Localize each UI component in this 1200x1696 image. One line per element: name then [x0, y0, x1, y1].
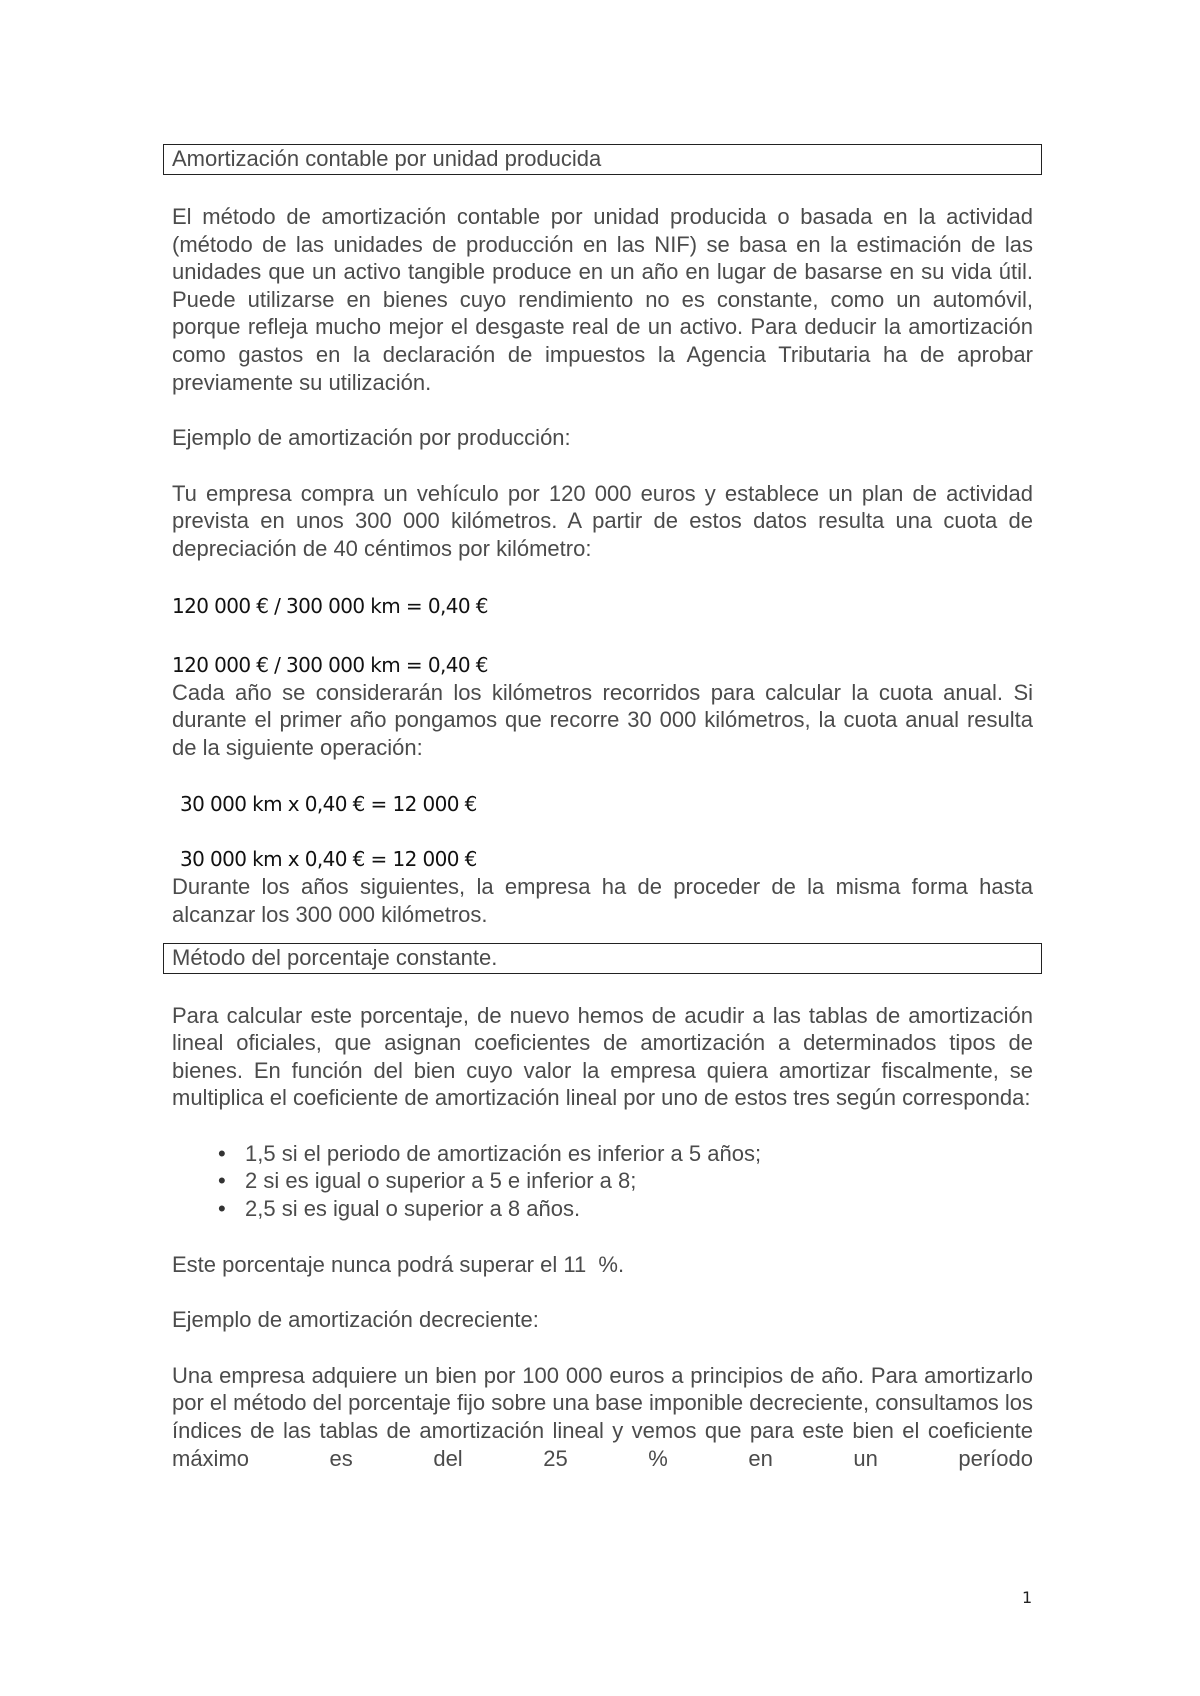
- section-heading-constant-percentage: Método del porcentaje constante.: [163, 943, 1042, 974]
- bullet-icon: •: [218, 1168, 226, 1194]
- list-item: • 2 si es igual o superior a 5 e inferior a 8;: [218, 1168, 637, 1194]
- percentage-limit-note: Este porcentaje nunca podrá superar el 11 %.: [172, 1251, 625, 1277]
- paragraph-units-method-description: El método de amortización contable por unidad producida o basada en la actividad (método de las unidades de producción en las NIF) se basa en la estimación de las unidades que un activo tangible produce en un año en lugar de basarse en su vida útil. Puede utilizarse en bienes cuyo rendimiento no es constante, como un automóvil, porque refleja mucho mejor el desgaste real de un activo. Para deducir la amortización como gastos en la declaración de impuestos la Agencia Tributaria ha de aprobar previamente su utilización.: [172, 204, 1033, 395]
- formula-rate-per-km: 120 000 € / 300 000 km = 0,40 €: [172, 593, 488, 618]
- document-body: [172, 144, 1033, 1472]
- page-number: 1: [1022, 1588, 1033, 1607]
- example-title-production: Ejemplo de amortización por producción:: [172, 425, 571, 451]
- bullet-icon: •: [218, 1140, 226, 1166]
- formula-rate-per-km-repeat: 120 000 € / 300 000 km = 0,40 €: [172, 652, 488, 677]
- paragraph-following-years: Durante los años siguientes, la empresa ha de proceder de la misma forma hasta alcanzar los 300 000 kilómetros.: [172, 874, 1033, 927]
- formula-annual-quota-repeat: 30 000 km x 0,40 € = 12 000 €: [180, 847, 477, 872]
- paragraph-percentage-description: Para calcular este porcentaje, de nuevo hemos de acudir a las tablas de amortización lineal oficiales, que asignan coeficientes de amortización a determinados tipos de bienes. En función del bien cuyo valor la empresa quiera amortizar fiscalmente, se multiplica el coeficiente de amortización lineal por uno de estos tres según corresponda:: [172, 1002, 1033, 1111]
- example-title-decreasing: Ejemplo de amortización decreciente:: [172, 1307, 539, 1333]
- paragraph-decreasing-example: Una empresa adquiere un bien por 100 000 euros a principios de año. Para amortizarlo por el método del porcentaje fijo sobre una base imponible decreciente, consultamos los índices de las tablas de amortización lineal y vemos que para este bien el coeficiente máximo es del 25 % en un período: [172, 1362, 1033, 1471]
- coefficient-list: [172, 1140, 1033, 1223]
- paragraph-vehicle-example: Tu empresa compra un vehículo por 120 000 euros y establece un plan de actividad prevista en unos 300 000 kilómetros. A partir de estos datos resulta una cuota de depreciación de 40 céntimos por kilómetro:: [172, 480, 1033, 561]
- section-heading-units-produced: Amortización contable por unidad producida: [163, 144, 1042, 175]
- bullet-icon: •: [218, 1196, 226, 1222]
- paragraph-annual-quota: Cada año se considerarán los kilómetros recorridos para calcular la cuota anual. Si durante el primer año pongamos que recorre 30 000 kilómetros, la cuota anual resulta de la siguiente operación:: [172, 679, 1033, 760]
- list-item: • 1,5 si el periodo de amortización es inferior a 5 años;: [218, 1140, 762, 1166]
- list-item: • 2,5 si es igual o superior a 8 años.: [218, 1196, 581, 1222]
- formula-annual-quota: 30 000 km x 0,40 € = 12 000 €: [180, 792, 477, 817]
